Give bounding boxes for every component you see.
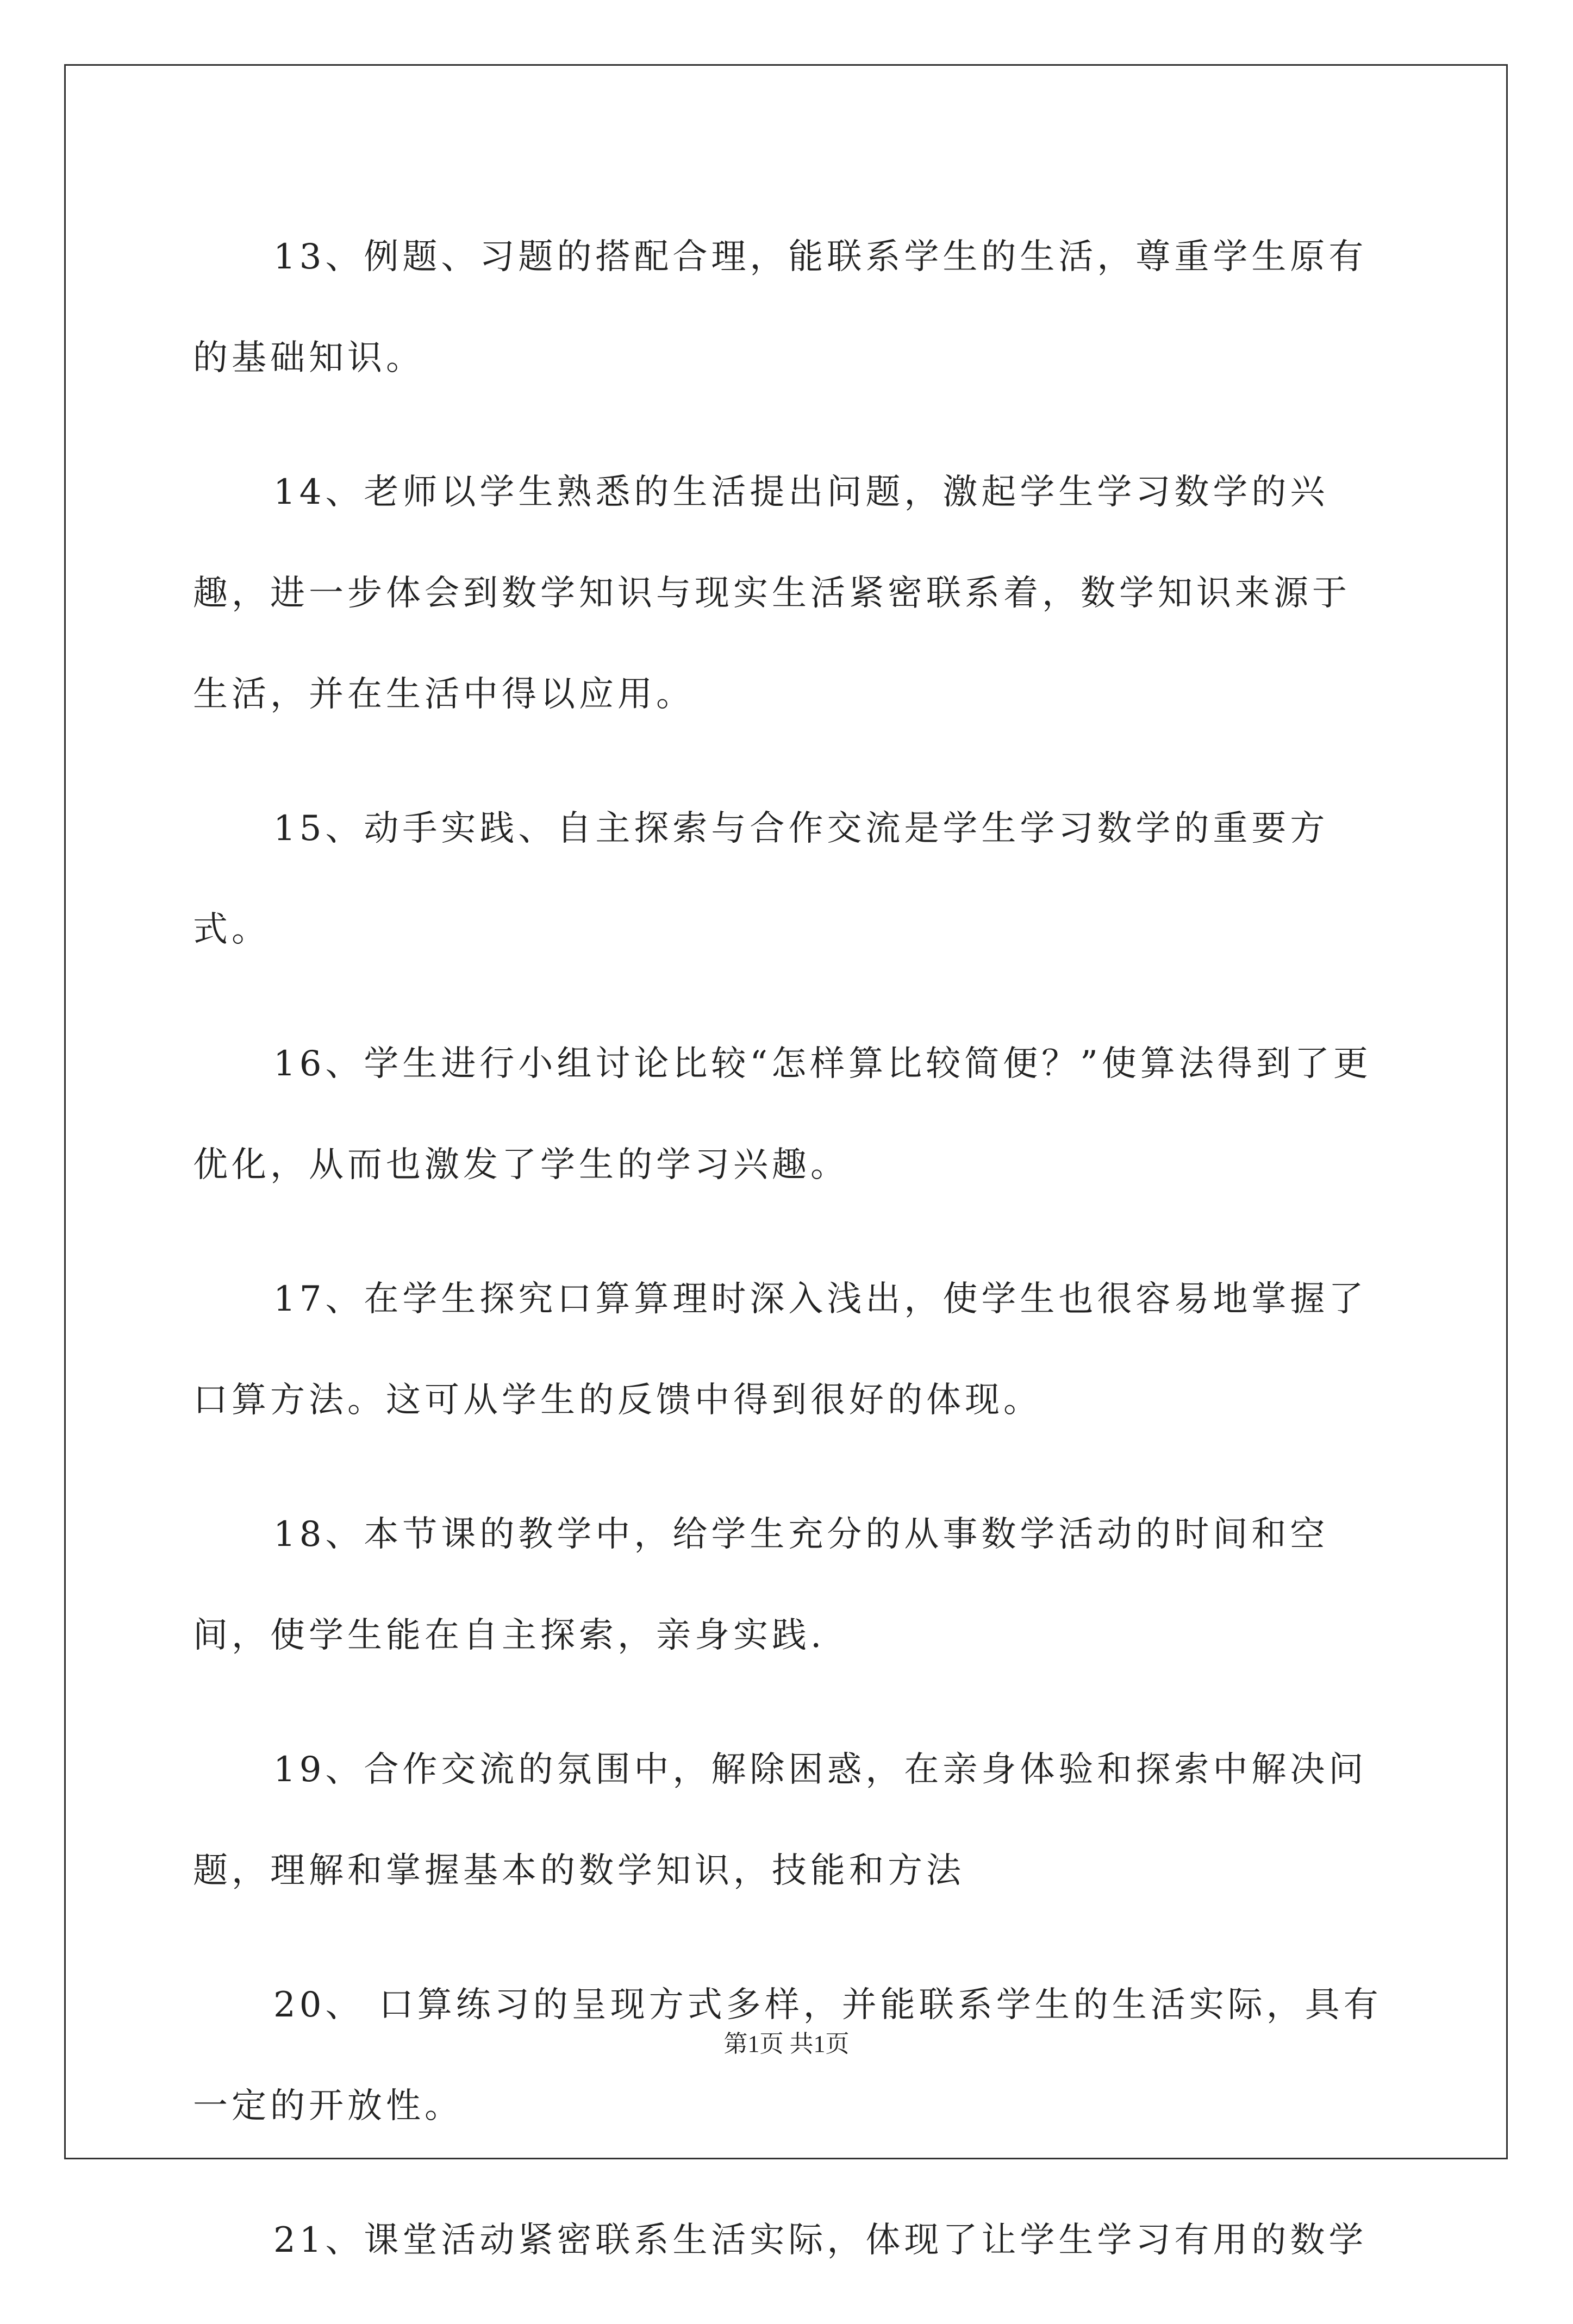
paragraph-20: 20、 口算练习的呈现方式多样，并能联系学生的生活实际，具有一定的开放性。: [193, 1985, 1382, 2126]
paragraph-19: 19、合作交流的氛围中，解除困惑，在亲身体验和探索中解决问题，理解和掌握基本的数学知识，技能和方法: [193, 1750, 1368, 1891]
paragraph-21: 21、课堂活动紧密联系生活实际，体现了让学生学习有用的数学: [273, 2220, 1368, 2260]
paragraph-13: 13、例题、习题的搭配合理，能联系学生的生活，尊重学生原有的基础知识。: [193, 237, 1368, 378]
paragraph-14: 14、老师以学生熟悉的生活提出问题，激起学生学习数学的兴趣，进一步体会到数学知识与现实生活紧密联系着，数学知识来源于生活，并在生活中得以应用。: [193, 472, 1351, 715]
paragraph-16: 16、学生进行小组讨论比较“怎样算比较简便？”使算法得到了更优化，从而也激发了学生的学习兴趣。: [193, 1044, 1372, 1185]
page-footer: 第1页 共1页: [723, 2031, 850, 2057]
paragraph-15: 15、动手实践、自主探索与合作交流是学生学习数学的重要方式。: [193, 809, 1329, 950]
paragraph-17: 17、在学生探究口算算理时深入浅出，使学生也很容易地掌握了口算方法。这可从学生的反馈中得到很好的体现。: [193, 1279, 1368, 1420]
document-body: [193, 206, 1389, 2324]
paragraph-18: 18、本节课的教学中，给学生充分的从事数学活动的时间和空间，使学生能在自主探索，亲身实践.: [193, 1514, 1329, 1656]
